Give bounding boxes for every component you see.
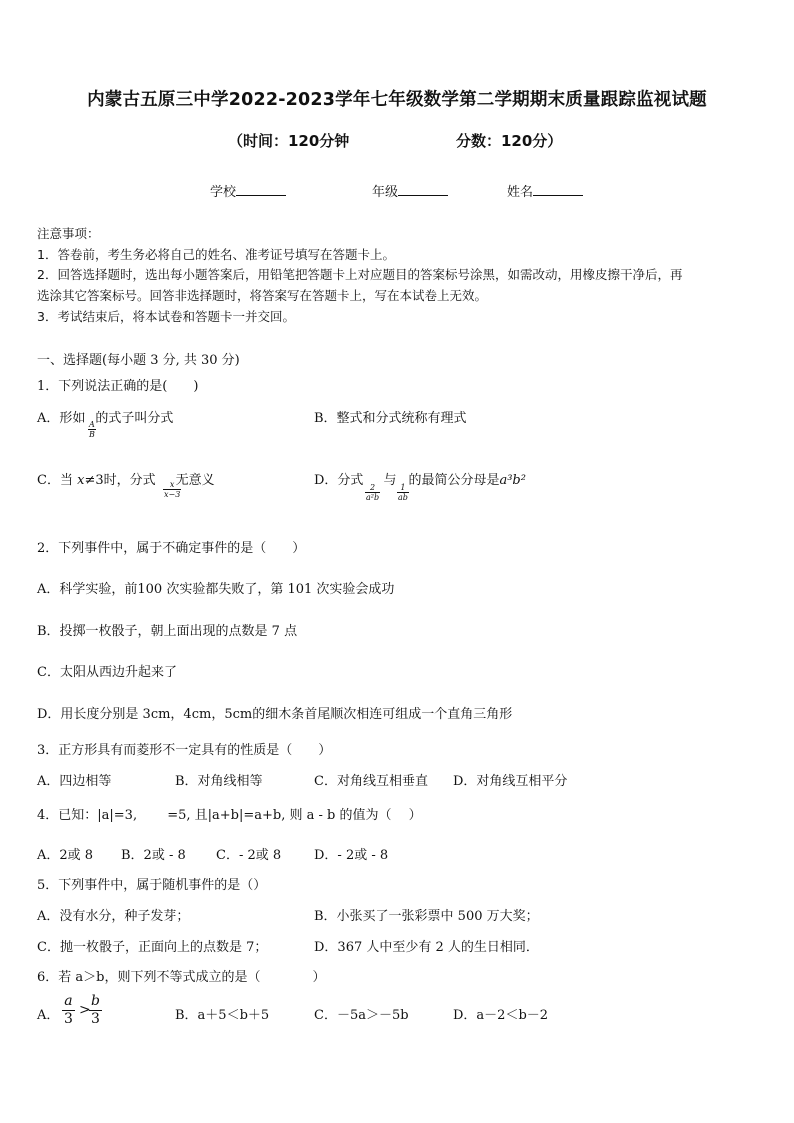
fraction-numerator: b	[91, 993, 100, 1009]
q3-stem: 3．正方形具有而菱形不一定具有的性质是（ ）	[37, 743, 332, 758]
q1-d-fraction-2	[397, 483, 409, 502]
section-heading: 一、选择题(每小题 3 分, 共 30 分)	[37, 353, 240, 368]
q2-option-d: D．用长度分别是 3cm，4cm，5cm的细木条首尾顺次相连可组成一个直角三角形	[37, 707, 513, 722]
q1-c-fraction	[163, 480, 181, 499]
fraction-denominator: a²b	[366, 493, 380, 502]
q4-stem: 4．已知：|a|=3, =5, 且|a+b|=a+b, 则 a - b 的值为（ ）	[37, 808, 422, 823]
q1-c-var: x	[77, 473, 85, 488]
q6-option-b: B．a＋5＜b＋5	[175, 1008, 270, 1023]
note-item: 2．回答选择题时，选出每小题答案后，用铅笔把答题卡上对应题目的答案标号涂黑，如需改动，用橡皮擦干净后，再	[37, 267, 683, 282]
fraction-denominator: 3	[91, 1011, 100, 1027]
q6-a-fraction-2	[89, 993, 102, 1028]
q4-option-b: B．2或 - 8	[121, 848, 186, 863]
q2-option-c: C．太阳从西边升起来了	[37, 665, 177, 680]
q5-option-c: C．抛一枚骰子，正面向上的点数是 7；	[37, 940, 268, 955]
q3-option-c: C．对角线互相垂直	[314, 774, 428, 789]
q5-option-a: A．没有水分，种子发芽；	[37, 909, 190, 924]
q1-c-text-mid: ≠3时，分式	[84, 473, 156, 488]
q6-a-gt: >	[79, 1002, 91, 1018]
q5-option-d: D．367 人中至少有 2 人的生日相同．	[314, 940, 539, 955]
school-field	[210, 181, 286, 200]
q3-option-a: A．四边相等	[37, 774, 112, 789]
q1-c-text: C．当	[37, 473, 78, 488]
q1-option-c	[37, 469, 215, 488]
name-blank	[533, 183, 583, 196]
fraction-numerator: a	[62, 993, 75, 1011]
name-label: 姓名	[507, 185, 534, 200]
q4-option-c: C．- 2或 8	[216, 848, 282, 863]
fraction-denominator: B	[89, 430, 95, 439]
q5-stem: 5．下列事件中，属于随机事件的是（）	[37, 878, 267, 893]
q6-option-d: D．a－2＜b－2	[453, 1008, 549, 1023]
q6-option-c: C．－5a＞－5b	[314, 1008, 409, 1023]
name-field	[507, 181, 583, 200]
grade-blank	[398, 183, 448, 196]
fraction-numerator: 2	[365, 483, 380, 493]
note-item: 选涂其它答案标号。回答非选择题时，将答案写在答题卡上，写在本试卷上无效。	[37, 288, 488, 303]
fraction-denominator: x−3	[164, 490, 181, 499]
q1-d-text-mid: 与	[383, 473, 397, 488]
note-item: 1．答卷前，考生务必将自己的姓名、准考证号填写在答题卡上。	[37, 247, 395, 262]
q1-option-d	[314, 469, 526, 488]
page-title: 内蒙古五原三中学2022-2023学年七年级数学第二学期期末质量跟踪监视试题	[87, 90, 707, 110]
fraction-numerator: A	[89, 420, 95, 429]
q5-option-b: B．小张买了一张彩票中 500 万大奖；	[314, 909, 539, 924]
grade-label: 年级	[372, 185, 399, 200]
fraction-denominator: ab	[398, 493, 408, 502]
exam-score: 分数：120分）	[456, 132, 563, 150]
fraction-denominator: 3	[64, 1011, 73, 1027]
fraction-numerator: x	[163, 480, 181, 490]
fraction-numerator: 1	[397, 483, 409, 493]
q1-a-text: A．形如	[37, 411, 86, 426]
q1-stem: 1．下列说法正确的是( )	[37, 379, 199, 394]
q6-a-fraction-1	[62, 993, 75, 1028]
q2-stem: 2．下列事件中，属于不确定事件的是（ ）	[37, 541, 306, 556]
note-item: 3．考试结束后，将本试卷和答题卡一并交回。	[37, 309, 295, 324]
q1-c-text-post: 无意义	[175, 473, 215, 488]
q1-d-text-post: 的最简公分母是	[408, 473, 500, 488]
q4-option-d: D．- 2或 - 8	[314, 848, 389, 863]
q1-option-a	[37, 407, 173, 426]
exam-time: （时间：120分钟	[228, 132, 350, 150]
q6-option-a-label: A．	[37, 1008, 60, 1023]
q1-d-text: D．分式	[314, 473, 364, 488]
q1-option-b: B．整式和分式统称有理式	[314, 411, 467, 426]
school-blank	[236, 183, 286, 196]
q2-option-b: B．投掷一枚骰子，朝上面出现的点数是 7 点	[37, 624, 298, 639]
q1-a-text-post: 的式子叫分式	[95, 411, 174, 426]
q1-a-fraction	[88, 420, 96, 439]
q1-d-var: a³b²	[499, 473, 526, 488]
q6-stem: 6．若 a＞b，则下列不等式成立的是（ ）	[37, 970, 326, 985]
q2-option-a: A．科学实验，前100 次实验都失败了，第 101 次实验会成功	[37, 582, 395, 597]
grade-field	[372, 181, 448, 200]
q3-option-b: B．对角线相等	[175, 774, 263, 789]
notes-heading: 注意事项：	[37, 226, 100, 241]
q3-option-d: D．对角线互相平分	[453, 774, 568, 789]
school-label: 学校	[210, 185, 237, 200]
q1-d-fraction-1	[365, 483, 380, 502]
q4-option-a: A．2或 8	[37, 848, 94, 863]
